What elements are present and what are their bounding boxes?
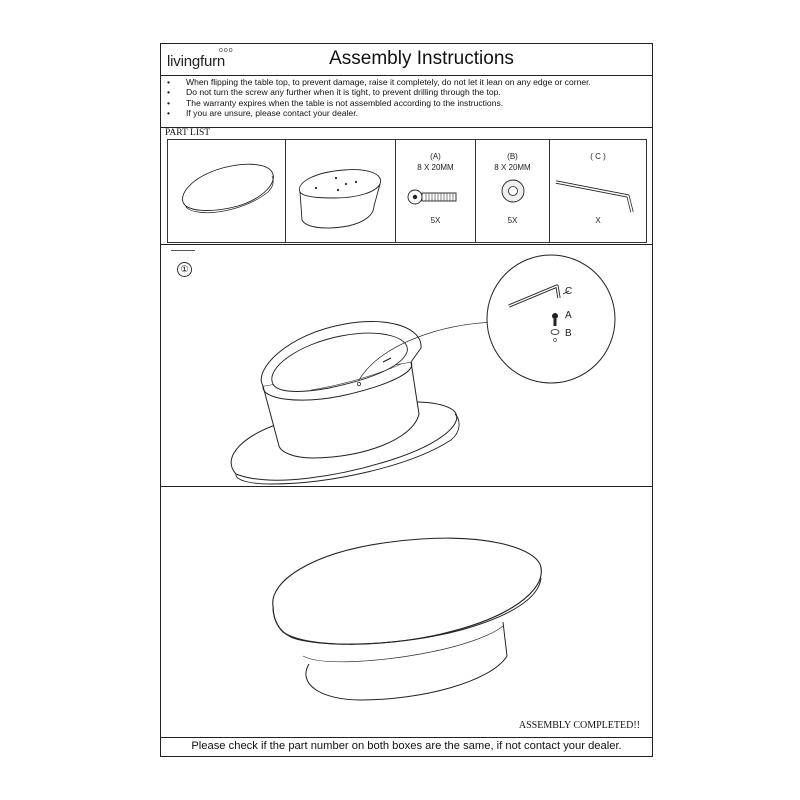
footer-note: Please check if the part number on both boxes are the same, if not contact your dealer. — [191, 740, 622, 752]
assembled-table-drawing — [273, 538, 542, 700]
part-qty: X — [595, 216, 601, 225]
part-id: (A) — [430, 152, 441, 161]
note-text: If you are unsure, please contact your dealer. — [186, 107, 358, 118]
part-cell-allen-key-c — [550, 140, 646, 242]
completion-text: ASSEMBLY COMPLETED!! — [518, 720, 640, 731]
bullet: • — [167, 97, 171, 108]
allen-key-icon — [550, 140, 646, 244]
note-text: Do not turn the screw any further when it is tight, to prevent drilling through the top. — [186, 87, 501, 98]
part-cell-table-top — [168, 140, 286, 242]
instruction-sheet — [160, 43, 653, 757]
page-title: Assembly Instructions — [329, 48, 514, 69]
divider — [161, 737, 652, 738]
note-item — [161, 98, 652, 108]
table-base-icon — [286, 140, 396, 244]
step-number: ① — [177, 262, 192, 277]
part-spec: 8 X 20MM — [494, 163, 531, 172]
part-list-label: PART LIST — [165, 128, 211, 138]
warning-notes — [161, 75, 652, 128]
part-cell-table-base — [286, 140, 396, 242]
part-list-table — [167, 139, 647, 243]
callout-c: C — [565, 286, 573, 297]
note-text: The warranty expires when the table is not assembled according to the instructions. — [186, 97, 504, 108]
part-cell-screw-a — [396, 140, 476, 242]
table-top-icon — [168, 140, 286, 244]
note-item — [161, 77, 652, 87]
base-drawing — [261, 321, 421, 458]
note-item — [161, 87, 652, 97]
note-item — [161, 108, 652, 118]
washer-icon — [476, 140, 550, 244]
bullet: • — [167, 77, 171, 87]
part-qty: 5X — [430, 216, 441, 225]
bullet: • — [167, 107, 171, 118]
step2-illustration — [161, 486, 654, 736]
part-cell-washer-b — [476, 140, 550, 242]
callout-a: A — [565, 310, 572, 321]
part-id: (B) — [507, 152, 518, 161]
brand-logo: livingfurn — [167, 53, 226, 70]
callout-b: B — [565, 328, 572, 339]
part-qty: 5X — [507, 216, 518, 225]
note-text: When flipping the table top, to prevent damage, raise it completely, do not let it lean on any edge or corner. — [186, 77, 591, 87]
bullet: • — [167, 87, 171, 98]
logo-mark: ooo — [219, 47, 234, 54]
part-id: ( C ) — [590, 152, 606, 161]
screw-icon — [396, 140, 476, 244]
header — [161, 44, 652, 76]
callout-labels — [563, 280, 593, 360]
part-spec: 8 X 20MM — [417, 163, 454, 172]
zoom-detail-circle — [487, 255, 615, 383]
